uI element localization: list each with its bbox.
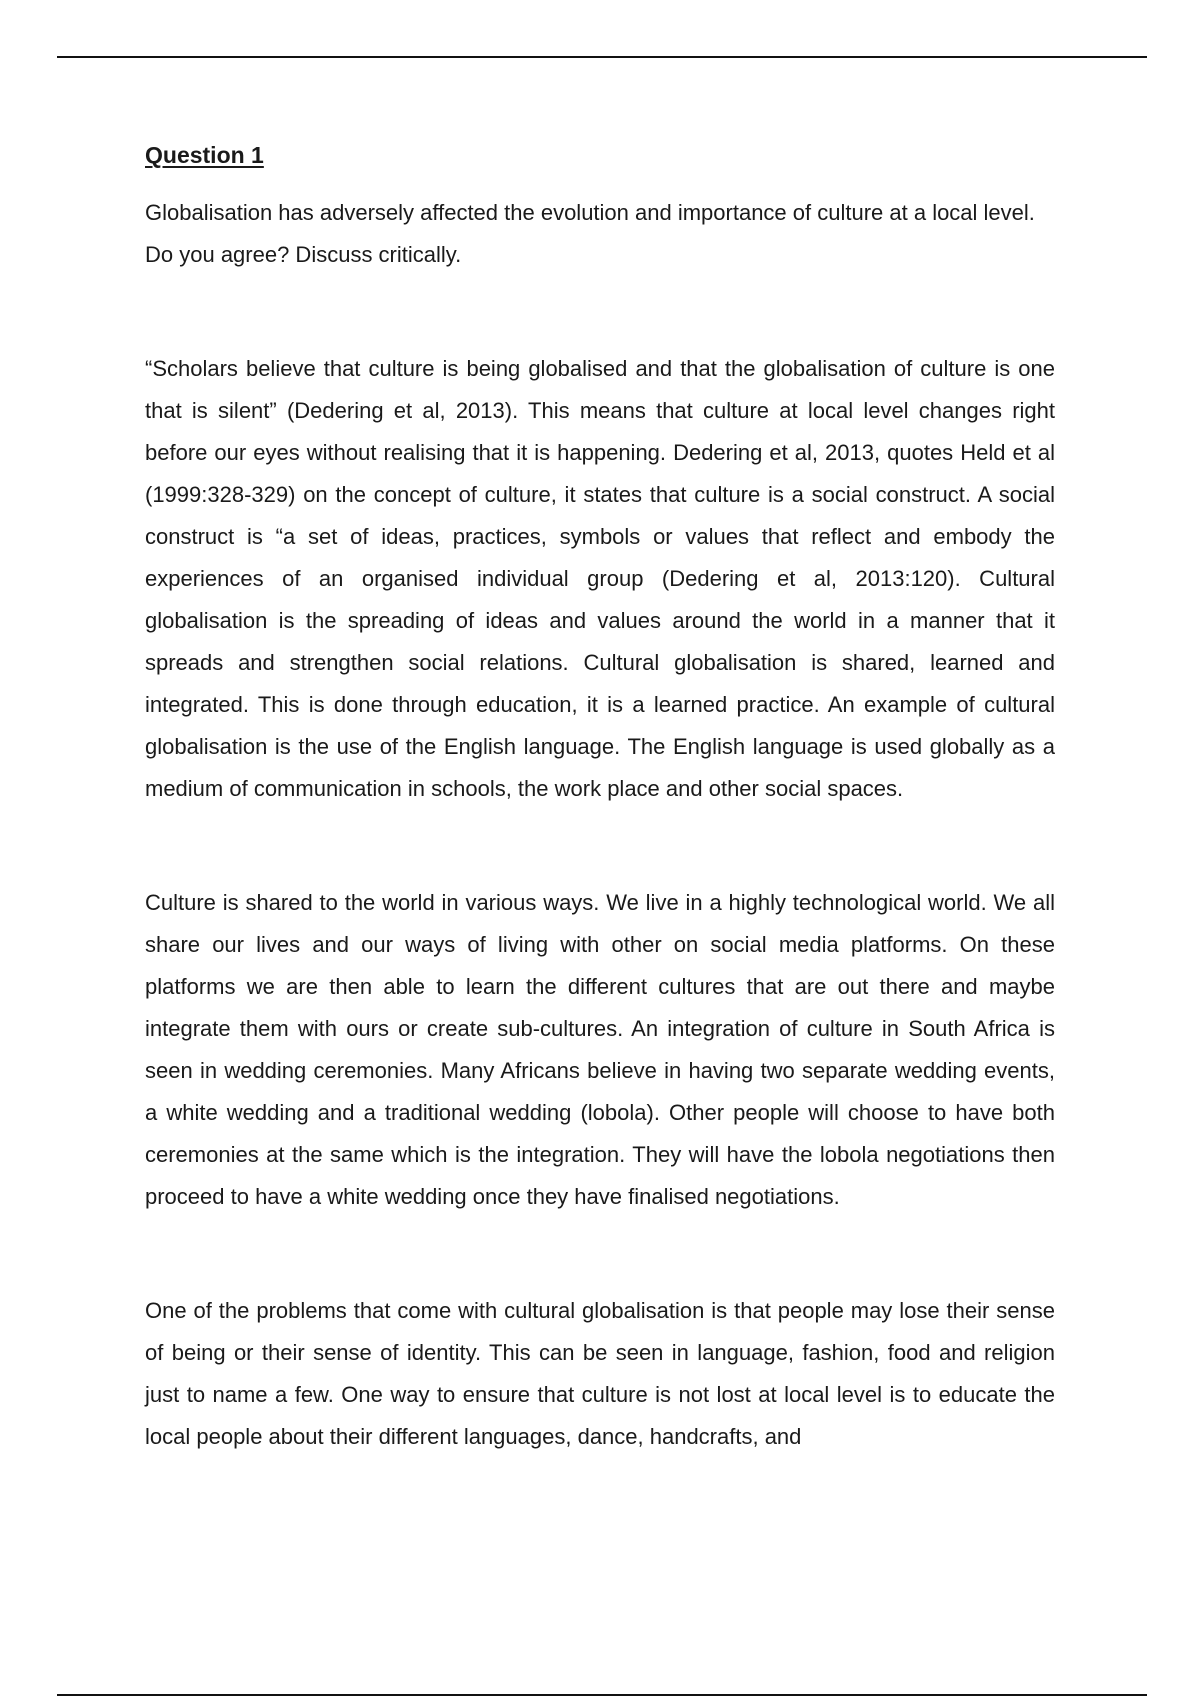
paragraph-2: Culture is shared to the world in various ways. We live in a highly technological world. We all share our lives and our ways of living with other on social media platforms. On these platforms we are then able to learn the different cultures that are out there and maybe integrate them with ours or create sub-cultures. An integration of culture in South Africa is seen in wedding ceremonies. Many Africans believe in having two separate wedding events, a white wedding and a traditional wedding (lobola). Other people will choose to have both ceremonies at the same which is the integration. They will have the lobola negotiations then proceed to have a white wedding once they have finalised negotiations. <box>145 890 1055 1209</box>
top-rule <box>57 56 1147 58</box>
document-body <box>145 138 1055 1458</box>
bottom-rule <box>57 1694 1147 1696</box>
question-heading: Question 1 <box>145 142 264 168</box>
question-prompt: Globalisation has adversely affected the evolution and importance of culture at a local level. Do you agree? Discuss critically. <box>145 200 1035 267</box>
paragraph-1: “Scholars believe that culture is being globalised and that the globalisation of culture is one that is silent” (Dedering et al, 2013). This means that culture at local level changes right before our eyes without realising that it is happening. Dedering et al, 2013, quotes Held et al (1999:328-329) on the concept of culture, it states that culture is a social construct. A social construct is “a set of ideas, practices, symbols or values that reflect and embody the experiences of an organised individual group (Dedering et al, 2013:120). Cultural globalisation is the spreading of ideas and values around the world in a manner that it spreads and strengthen social relations. Cultural globalisation is shared, learned and integrated. This is done through education, it is a learned practice. An example of cultural globalisation is the use of the English language. The English language is used globally as a medium of communication in schools, the work place and other social spaces. <box>145 356 1055 801</box>
paragraph-3: One of the problems that come with cultural globalisation is that people may lose their sense of being or their sense of identity. This can be seen in language, fashion, food and religion just to name a few. One way to ensure that culture is not lost at local level is to educate the local people about their different languages, dance, handcrafts, and <box>145 1298 1055 1449</box>
